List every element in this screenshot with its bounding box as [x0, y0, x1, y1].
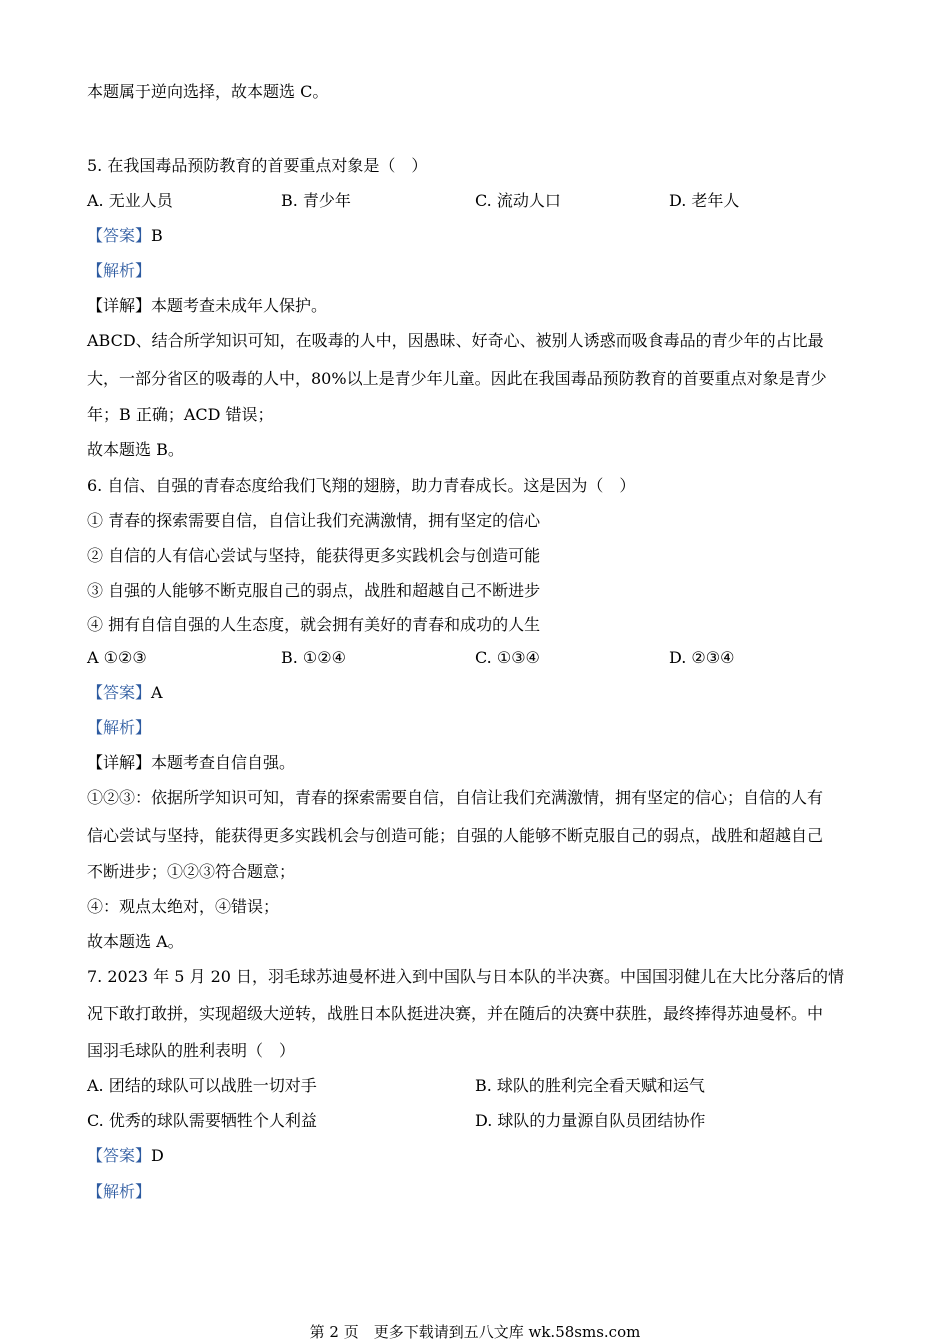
q6-statement-1: ① 青春的探索需要自信，自信让我们充满激情，拥有坚定的信心 [87, 511, 541, 530]
q5-option-d: D. 老年人 [669, 191, 740, 210]
q6-paragraph-line-1: ①②③：依据所学知识可知，青春的探索需要自信，自信让我们充满激情，拥有坚定的信心；自信的人有 [87, 788, 824, 807]
answer-value: A [151, 683, 163, 702]
q5-conclusion: 故本题选 B。 [87, 440, 184, 459]
question-7-stem-line-3: 国羽毛球队的胜利表明（ ） [87, 1041, 296, 1060]
q6-paragraph-line-3: 不断进步；①②③符合题意； [87, 862, 296, 881]
detail-tag: 【详解】 [87, 296, 152, 315]
answer-value: D [151, 1146, 164, 1165]
answer-tag: 【答案】 [87, 683, 152, 702]
q5-analysis-tag: 【解析】 [87, 261, 152, 280]
q7-analysis-tag: 【解析】 [87, 1182, 152, 1201]
q6-option-d: D. ②③④ [669, 648, 735, 667]
q6-paragraph-line-4: ④：观点太绝对，④错误； [87, 897, 280, 916]
q6-option-a: A ①②③ [87, 648, 147, 667]
q5-option-a: A. 无业人员 [87, 191, 173, 210]
q6-statement-3: ③ 自强的人能够不断克服自己的弱点，战胜和超越自己不断进步 [87, 581, 541, 600]
question-6-stem: 6. 自信、自强的青春态度给我们飞翔的翅膀，助力青春成长。这是因为（ ） [87, 476, 636, 495]
q6-statement-2: ② 自信的人有信心尝试与坚持，能获得更多实践机会与创造可能 [87, 546, 541, 565]
q5-paragraph-line-3: 年；B 正确；ACD 错误； [87, 405, 274, 424]
q6-detail [87, 752, 295, 774]
q5-option-c: C. 流动人口 [475, 191, 561, 210]
q5-option-b: B. 青少年 [281, 191, 351, 210]
answer-tag: 【答案】 [87, 1146, 152, 1165]
q6-statement-4: ④ 拥有自信自强的人生态度，就会拥有美好的青春和成功的人生 [87, 615, 541, 634]
q7-answer [87, 1145, 164, 1167]
question-5-stem: 5. 在我国毒品预防教育的首要重点对象是（ ） [87, 156, 428, 175]
q5-paragraph-line-2: 大，一部分省区的吸毒的人中，80%以上是青少年儿童。因此在我国毒品预防教育的首要重点对象是青少 [87, 369, 827, 388]
q6-option-b: B. ①②④ [281, 648, 346, 667]
q7-option-c: C. 优秀的球队需要牺牲个人利益 [87, 1111, 317, 1130]
answer-tag: 【答案】 [87, 226, 152, 245]
q6-conclusion: 故本题选 A。 [87, 932, 184, 951]
q6-option-c: C. ①③④ [475, 648, 540, 667]
detail-tag: 【详解】 [87, 753, 152, 772]
question-7-stem-line-1: 7. 2023 年 5 月 20 日，羽毛球苏迪曼杯进入到中国队与日本队的半决赛。中国国羽健儿在大比分落后的情 [87, 967, 845, 986]
q7-option-b: B. 球队的胜利完全看天赋和运气 [475, 1076, 705, 1095]
q5-answer [87, 225, 163, 247]
question-7-stem-line-2: 况下敢打敢拼，实现超级大逆转，战胜日本队挺进决赛，并在随后的决赛中获胜，最终捧得苏迪曼杯。中 [87, 1004, 824, 1023]
q6-analysis-tag: 【解析】 [87, 718, 152, 737]
q5-paragraph-line-1: ABCD、结合所学知识可知，在吸毒的人中，因愚昧、好奇心、被别人诱惑而吸食毒品的青少年的占比最 [87, 331, 824, 350]
q6-answer [87, 682, 163, 704]
page-footer: 第 2 页 更多下载请到五八文库 wk.58sms.com [309, 1323, 641, 1341]
q6-paragraph-line-2: 信心尝试与坚持，能获得更多实践机会与创造可能；自强的人能够不断克服自己的弱点，战胜和超越自己 [87, 826, 824, 845]
detail-text: 本题考查自信自强。 [151, 753, 296, 772]
q7-option-d: D. 球队的力量源自队员团结协作 [475, 1111, 706, 1130]
answer-value: B [151, 226, 163, 245]
text-line: 本题属于逆向选择，故本题选 C。 [87, 82, 329, 101]
detail-text: 本题考查未成年人保护。 [151, 296, 328, 315]
q7-option-a: A. 团结的球队可以战胜一切对手 [87, 1076, 317, 1095]
q5-detail [87, 295, 327, 317]
